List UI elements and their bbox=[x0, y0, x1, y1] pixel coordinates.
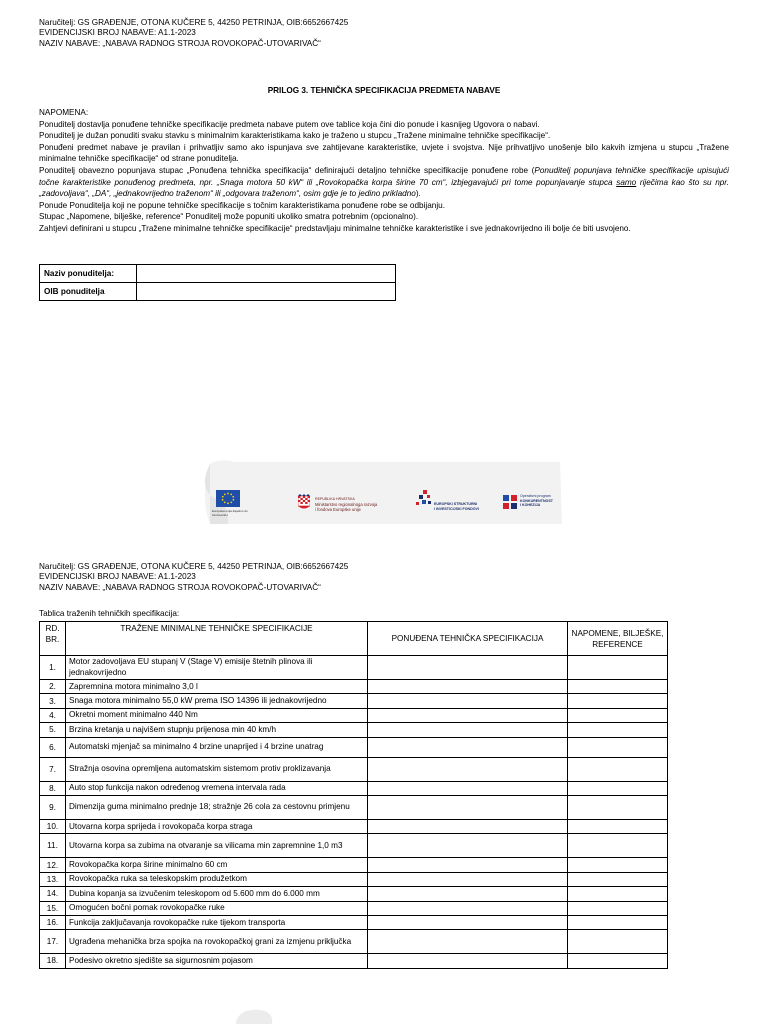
ministry-line: Ministarstvo regionalnoga razvoja bbox=[315, 502, 378, 508]
header-procurement-number: EVIDENCIJSKI BROJ NABAVE: A1.1-2023 bbox=[39, 28, 196, 38]
offered-spec-cell[interactable] bbox=[368, 887, 568, 901]
row-number: 3. bbox=[40, 694, 66, 708]
col-header-offered: PONUĐENA TEHNIČKA SPECIFIKACIJA bbox=[368, 622, 568, 656]
offered-spec-cell[interactable] bbox=[368, 723, 568, 737]
row-number: 17. bbox=[40, 930, 66, 954]
row-number: 8. bbox=[40, 781, 66, 795]
eu-flag-icon bbox=[216, 490, 240, 507]
header-contracting-authority: Naručitelj: GS GRAĐENJE, OTONA KUČERE 5, 44250 PETRINJA, OIB:6652667425 bbox=[39, 18, 349, 27]
offered-spec-cell[interactable] bbox=[368, 858, 568, 872]
notes-cell[interactable] bbox=[568, 954, 668, 968]
logos-background bbox=[200, 458, 570, 528]
bidder-oib-field[interactable] bbox=[137, 283, 396, 301]
eu-caption: Europska unija Zajedno do fondova EU bbox=[212, 509, 248, 517]
col-header-number: RD. BR. bbox=[40, 622, 66, 656]
notes-cell[interactable] bbox=[568, 708, 668, 722]
offered-spec-cell[interactable] bbox=[368, 872, 568, 886]
note-italic-text: riječima kao što su npr. „zadovoljava“, „DA“, „jednakovrijedno traženom“ ili „odgovara traženom“, osim gdje je to jedino prikladno bbox=[39, 177, 729, 199]
table-row bbox=[40, 680, 668, 694]
table-row bbox=[40, 954, 668, 968]
required-spec-cell: Auto stop funkcija nakon određenog vremena intervala rada bbox=[66, 781, 368, 795]
note-text: Ponuditelj obavezno popunjava stupac „Ponuđena tehnička specifikacija“ definirajući detaljno tehničke specifikacije ponuđene robe ( bbox=[39, 165, 535, 175]
page-break-decoration bbox=[230, 1004, 280, 1024]
table-row bbox=[40, 930, 668, 954]
op-competitiveness-logo-icon bbox=[502, 494, 518, 510]
note-text: ). bbox=[415, 189, 421, 199]
required-spec-cell: Snaga motora minimalno 55,0 kW prema ISO 14396 ili jednakovrijedno bbox=[66, 694, 368, 708]
required-spec-cell: Zapremnina motora minimalno 3,0 l bbox=[66, 680, 368, 694]
offered-spec-cell[interactable] bbox=[368, 795, 568, 819]
ministry-text bbox=[315, 497, 377, 513]
ministry-line: i fondova Europske unije bbox=[315, 507, 361, 513]
table-caption: Tablica traženih tehničkih specifikacija: bbox=[39, 609, 180, 618]
row-number: 15. bbox=[40, 901, 66, 915]
required-spec-cell: Rovokopačka ruka sa teleskopskim produžetkom bbox=[66, 872, 368, 886]
required-spec-cell: Motor zadovoljava EU stupanj V (Stage V) emisije štetnih plinova ili jednakovrijedno bbox=[66, 656, 368, 680]
required-spec-cell: Dubina kopanja sa izvučenim teleskopom od 5.600 mm do 6.000 mm bbox=[66, 887, 368, 901]
col-header-required: TRAŽENE MINIMALNE TEHNIČKE SPECIFIKACIJE bbox=[66, 622, 368, 656]
bidder-oib-label: OIB ponuditelja bbox=[40, 283, 137, 301]
table-row bbox=[40, 781, 668, 795]
row-number: 6. bbox=[40, 737, 66, 757]
table-row bbox=[40, 795, 668, 819]
table-row bbox=[40, 858, 668, 872]
note-paragraph: Ponuđeni predmet nabave je pravilan i prihvatljiv samo ako ispunjava sve zahtijevane karakteristike, uvjete i svojstva. Nije prihvatljivo unošenje bilo kakvih izmjena u stupcu „Tražene minimalne tehničke specifikacije“ od strane ponuditelja. bbox=[39, 142, 729, 164]
offered-spec-cell[interactable] bbox=[368, 694, 568, 708]
table-row bbox=[40, 887, 668, 901]
op-line: Operativni program bbox=[520, 494, 551, 498]
row-number: 7. bbox=[40, 757, 66, 781]
offered-spec-cell[interactable] bbox=[368, 757, 568, 781]
bidder-name-field[interactable] bbox=[137, 265, 396, 283]
required-spec-cell: Dimenzija guma minimalno prednje 18; stražnje 26 cola za cestovnu primjenu bbox=[66, 795, 368, 819]
row-number: 1. bbox=[40, 656, 66, 680]
spec-table-body bbox=[40, 656, 668, 969]
spec-table bbox=[39, 621, 668, 969]
notes-section bbox=[39, 107, 729, 235]
notes-cell[interactable] bbox=[568, 656, 668, 680]
col-header-notes: NAPOMENE, BILJEŠKE, REFERENCE bbox=[568, 622, 668, 656]
table-row bbox=[40, 708, 668, 722]
notes-cell[interactable] bbox=[568, 737, 668, 757]
row-number: 10. bbox=[40, 819, 66, 833]
table-row bbox=[40, 819, 668, 833]
note-paragraph: Ponuditelj dostavlja ponuđene tehničke specifikacije predmeta nabave putem ove tablice koja čini dio ponude i kasnijeg Ugovora o nabavi. bbox=[39, 119, 540, 129]
notes-cell[interactable] bbox=[568, 872, 668, 886]
notes-cell[interactable] bbox=[568, 887, 668, 901]
row-number: 2. bbox=[40, 680, 66, 694]
note-paragraph: Zahtjevi definirani u stupcu „Tražene minimalne tehničke specifikacije“ predstavljaju minimalne tehničke karakteristike i sve jednakovrijedno ili bolje će biti usvojeno. bbox=[39, 223, 631, 233]
offered-spec-cell[interactable] bbox=[368, 954, 568, 968]
required-spec-cell: Funkcija zaključavanja rovokopačke ruke tijekom transporta bbox=[66, 915, 368, 929]
header-contracting-authority: Naručitelj: GS GRAĐENJE, OTONA KUČERE 5, 44250 PETRINJA, OIB:6652667425 bbox=[39, 562, 349, 571]
note-italic-text: Ponuditelj popunjava tehničke specifikacije upisujući točne karakteristike ponuđenog predmeta, npr. „Snaga motora 50 kW“ ili „Rovokopačka korpa širine 70 cm“, izbjegavajući pri tome popunjavanje stupca bbox=[39, 165, 730, 187]
table-row bbox=[40, 757, 668, 781]
notes-cell[interactable] bbox=[568, 858, 668, 872]
row-number: 18. bbox=[40, 954, 66, 968]
row-number: 14. bbox=[40, 887, 66, 901]
required-spec-cell: Automatski mjenjač sa minimalno 4 brzine unaprijed i 4 brzine unatrag bbox=[66, 737, 368, 757]
required-spec-cell: Rovokopačka korpa širine minimalno 60 cm bbox=[66, 858, 368, 872]
bidder-name-label: Naziv ponuditelja: bbox=[40, 265, 137, 283]
table-row bbox=[40, 694, 668, 708]
offered-spec-cell[interactable] bbox=[368, 930, 568, 954]
op-line: KONKURENTNOST bbox=[520, 498, 553, 503]
op-text bbox=[520, 494, 553, 508]
table-row bbox=[40, 723, 668, 737]
document-header bbox=[39, 18, 348, 49]
esif-line: EUROPSKI STRUKTURNI bbox=[434, 502, 478, 506]
offered-spec-cell[interactable] bbox=[368, 819, 568, 833]
bidder-table bbox=[39, 264, 396, 301]
esif-text bbox=[434, 502, 479, 511]
required-spec-cell: Okretni moment minimalno 440 Nm bbox=[66, 708, 368, 722]
header-procurement-name: NAZIV NABAVE: „NABAVA RADNOG STROJA ROVOKOPAČ-UTOVARIVAČ“ bbox=[39, 38, 321, 48]
required-spec-cell: Stražnja osovina opremljena automatskim sistemom protiv proklizavanja bbox=[66, 757, 368, 781]
offered-spec-cell[interactable] bbox=[368, 915, 568, 929]
note-paragraph bbox=[39, 165, 729, 200]
table-row bbox=[40, 834, 668, 858]
header-procurement-name: NAZIV NABAVE: „NABAVA RADNOG STROJA ROVOKOPAČ-UTOVARIVAČ“ bbox=[39, 582, 321, 592]
note-paragraph: Ponuditelj je dužan ponuditi svaku stavku s minimalnim karakteristikama kako je traženo u stupcu „Tražene minimalne tehničke specifikacije“. bbox=[39, 131, 551, 141]
op-line: I KOHEZIJA bbox=[520, 503, 541, 508]
notes-cell[interactable] bbox=[568, 781, 668, 795]
table-row bbox=[40, 656, 668, 680]
table-row bbox=[40, 737, 668, 757]
document-header-page2 bbox=[39, 562, 348, 593]
row-number: 16. bbox=[40, 915, 66, 929]
offered-spec-cell[interactable] bbox=[368, 781, 568, 795]
required-spec-cell: Utovarna korpa sprijeda i rovokopača korpa straga bbox=[66, 819, 368, 833]
row-number: 9. bbox=[40, 795, 66, 819]
notes-cell[interactable] bbox=[568, 901, 668, 915]
notes-cell[interactable] bbox=[568, 680, 668, 694]
required-spec-cell: Ugrađena mehanička brza spojka na rovokopačkoj grani za izmjenu priključka bbox=[66, 930, 368, 954]
notes-cell[interactable] bbox=[568, 795, 668, 819]
offered-spec-cell[interactable] bbox=[368, 680, 568, 694]
note-paragraph: Ponude Ponuditelja koji ne popune tehničke specifikacije s točnim karakteristikama ponuđene robe se odbijanju. bbox=[39, 200, 445, 210]
notes-cell[interactable] bbox=[568, 757, 668, 781]
page-title: PRILOG 3. TEHNIČKA SPECIFIKACIJA PREDMETA NABAVE bbox=[267, 86, 501, 95]
croatian-coat-of-arms-icon bbox=[298, 494, 310, 510]
required-spec-cell: Omogućen bočni pomak rovokopačke ruke bbox=[66, 901, 368, 915]
row-number: 12. bbox=[40, 858, 66, 872]
table-row bbox=[40, 901, 668, 915]
offered-spec-cell[interactable] bbox=[368, 834, 568, 858]
esif-line: I INVESTICIJSKI FONDOVI bbox=[434, 506, 479, 511]
row-number: 5. bbox=[40, 723, 66, 737]
row-number: 13. bbox=[40, 872, 66, 886]
notes-cell[interactable] bbox=[568, 915, 668, 929]
row-number: 11. bbox=[40, 834, 66, 858]
notes-cell[interactable] bbox=[568, 819, 668, 833]
required-spec-cell: Podesivo okretno sjedište sa sigurnosnim pojasom bbox=[66, 954, 368, 968]
offered-spec-cell[interactable] bbox=[368, 737, 568, 757]
notes-cell[interactable] bbox=[568, 834, 668, 858]
required-spec-cell: Utovarna korpa sa zubima na otvaranje sa vilicama min zapremnine 1,0 m3 bbox=[66, 834, 368, 858]
ministry-line: REPUBLIKA HRVATSKA bbox=[315, 497, 355, 501]
row-number: 4. bbox=[40, 708, 66, 722]
header-procurement-number: EVIDENCIJSKI BROJ NABAVE: A1.1-2023 bbox=[39, 572, 196, 582]
table-row bbox=[40, 915, 668, 929]
notes-cell[interactable] bbox=[568, 723, 668, 737]
note-paragraph: Stupac „Napomene, bilješke, reference“ Ponuditelj može popuniti ukoliko smatra potrebnim (opcionalno). bbox=[39, 212, 419, 222]
offered-spec-cell[interactable] bbox=[368, 656, 568, 680]
offered-spec-cell[interactable] bbox=[368, 708, 568, 722]
note-underlined-text: samo bbox=[616, 177, 637, 187]
notes-cell[interactable] bbox=[568, 930, 668, 954]
offered-spec-cell[interactable] bbox=[368, 901, 568, 915]
esif-logo-icon bbox=[414, 488, 434, 510]
notes-cell[interactable] bbox=[568, 694, 668, 708]
required-spec-cell: Brzina kretanja u najvišem stupnju prijenosa min 40 km/h bbox=[66, 723, 368, 737]
notes-heading: NAPOMENA: bbox=[39, 108, 89, 117]
funding-logos-strip bbox=[200, 458, 570, 528]
table-row bbox=[40, 872, 668, 886]
